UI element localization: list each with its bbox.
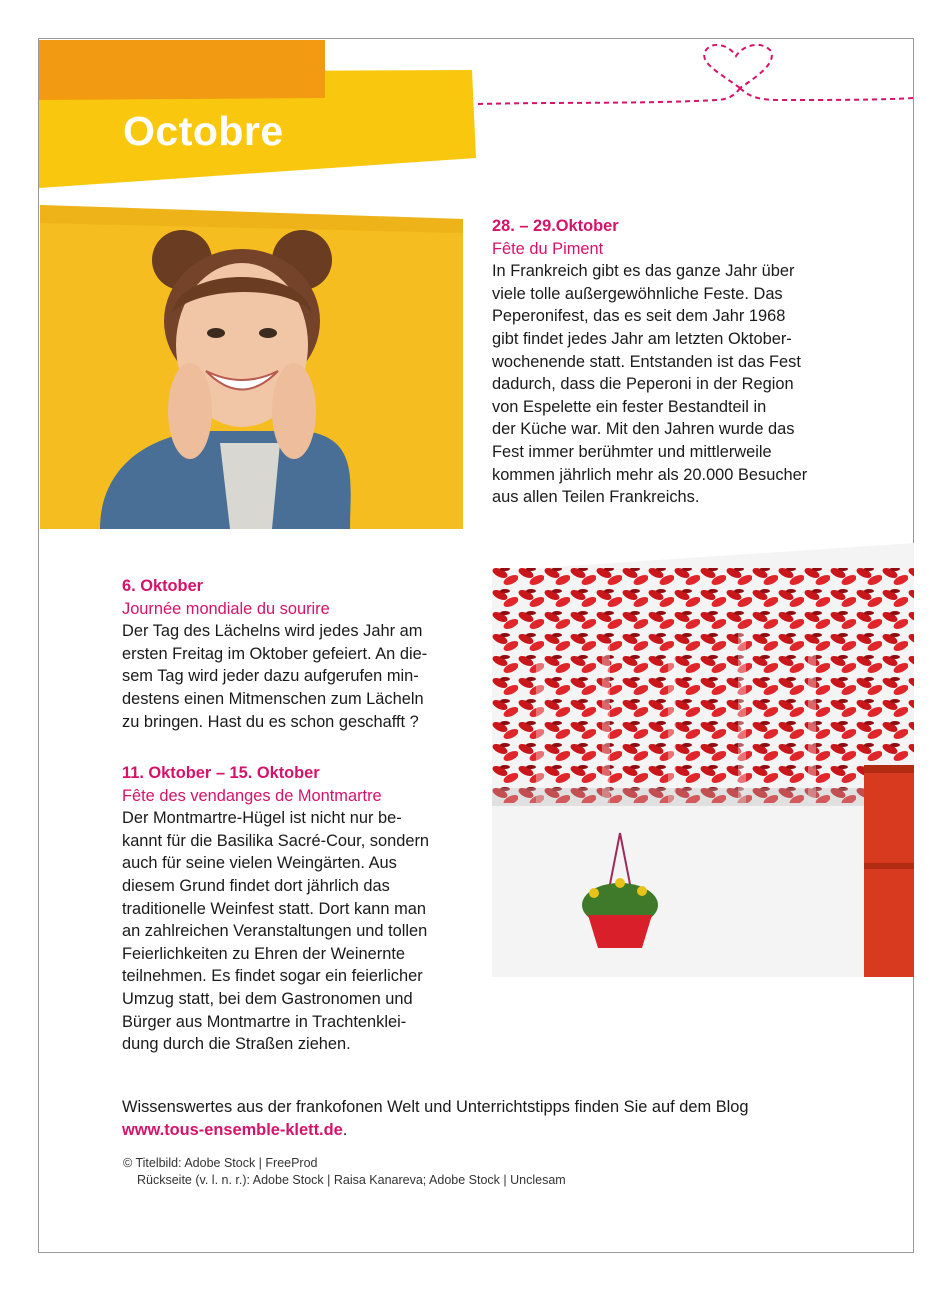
page-title: Octobre bbox=[123, 108, 284, 154]
event-fete-du-piment bbox=[492, 215, 807, 509]
text-line: an zahlreichen Veranstaltungen und tollen bbox=[122, 922, 428, 941]
blog-text: Wissenswertes aus der frankofonen Welt und Unterrichtstipps finden Sie auf dem Blog bbox=[122, 1098, 749, 1116]
text-line: kannt für die Basilika Sacré-Cour, sondern bbox=[122, 831, 430, 850]
text-line: auch für seine vielen Weingärten. Aus bbox=[122, 854, 397, 873]
event-journee-sourire bbox=[122, 575, 427, 733]
text-line: diesem Grund findet dort jährlich das bbox=[122, 876, 390, 895]
text-line: aus allen Teilen Frankreichs. bbox=[492, 488, 700, 507]
event-fete-vendanges bbox=[122, 762, 429, 1056]
event-name: Fête du Piment bbox=[492, 239, 604, 258]
credit-line-1: © Titelbild: Adobe Stock | FreeProd bbox=[123, 1156, 318, 1170]
dashed-heart-icon bbox=[478, 42, 918, 117]
text-line: von Espelette ein fester Bestandteil in bbox=[492, 397, 767, 416]
text-line: Peperonifest, das es seit dem Jahr 1968 bbox=[492, 307, 786, 326]
event-date: 28. – 29.Oktober bbox=[492, 217, 619, 235]
text-line: Fest immer berühmter und mittlerweile bbox=[492, 442, 772, 461]
event-name: Journée mondiale du sourire bbox=[122, 599, 330, 618]
text-line: zu bringen. Hast du es schon geschafft ? bbox=[122, 712, 419, 731]
text-line: destens einen Mitmenschen zum Lächeln bbox=[122, 689, 424, 708]
text-line: In Frankreich gibt es das ganze Jahr über bbox=[492, 262, 795, 281]
text-line: kommen jährlich mehr als 20.000 Besucher bbox=[492, 465, 808, 484]
event-description bbox=[122, 807, 429, 1056]
event-description bbox=[492, 260, 807, 509]
text-line: wochenende statt. Entstanden ist das Fest bbox=[492, 352, 801, 371]
text-line: Umzug statt, bei dem Gastronomen und bbox=[122, 989, 413, 1008]
smiling-girl-photo bbox=[40, 203, 463, 529]
event-name: Fête des vendanges de Montmartre bbox=[122, 786, 382, 805]
text-line: Der Tag des Lächelns wird jedes Jahr am bbox=[122, 622, 423, 641]
text-line: Bürger aus Montmartre in Trachtenklei- bbox=[122, 1012, 407, 1031]
text-line: Feierlichkeiten zu Ehren der Weinernte bbox=[122, 944, 406, 963]
event-date: 6. Oktober bbox=[122, 577, 204, 595]
blog-period: . bbox=[342, 1120, 348, 1139]
blog-link[interactable]: www.tous-ensemble-klett.de bbox=[122, 1120, 343, 1139]
credit-line-2: Rückseite (v. l. n. r.): Adobe Stock | Raisa Kanareva; Adobe Stock | Unclesam bbox=[137, 1173, 566, 1187]
event-description bbox=[122, 620, 427, 733]
text-line: teilnehmen. Es findet sogar ein feierlicher bbox=[122, 967, 423, 986]
text-line: dung durch die Straßen ziehen. bbox=[122, 1035, 351, 1054]
text-line: viele tolle außergewöhnliche Feste. Das bbox=[492, 284, 783, 303]
text-line: ersten Freitag im Oktober gefeiert. An die- bbox=[122, 644, 428, 663]
blog-note bbox=[122, 1096, 749, 1141]
text-line: Der Montmartre-Hügel ist nicht nur be- bbox=[122, 809, 402, 828]
chili-peppers-photo bbox=[492, 543, 914, 977]
text-line: traditionelle Weinfest statt. Dort kann man bbox=[122, 899, 426, 918]
event-date: 11. Oktober – 15. Oktober bbox=[122, 764, 320, 782]
text-line: gibt findet jedes Jahr am letzten Oktober- bbox=[492, 329, 792, 348]
text-line: dadurch, dass die Peperoni in der Region bbox=[492, 375, 794, 394]
text-line: der Küche war. Mit den Jahren wurde das bbox=[492, 420, 795, 439]
image-credits bbox=[123, 1155, 566, 1189]
text-line: sem Tag wird jeder dazu aufgerufen min- bbox=[122, 667, 419, 686]
